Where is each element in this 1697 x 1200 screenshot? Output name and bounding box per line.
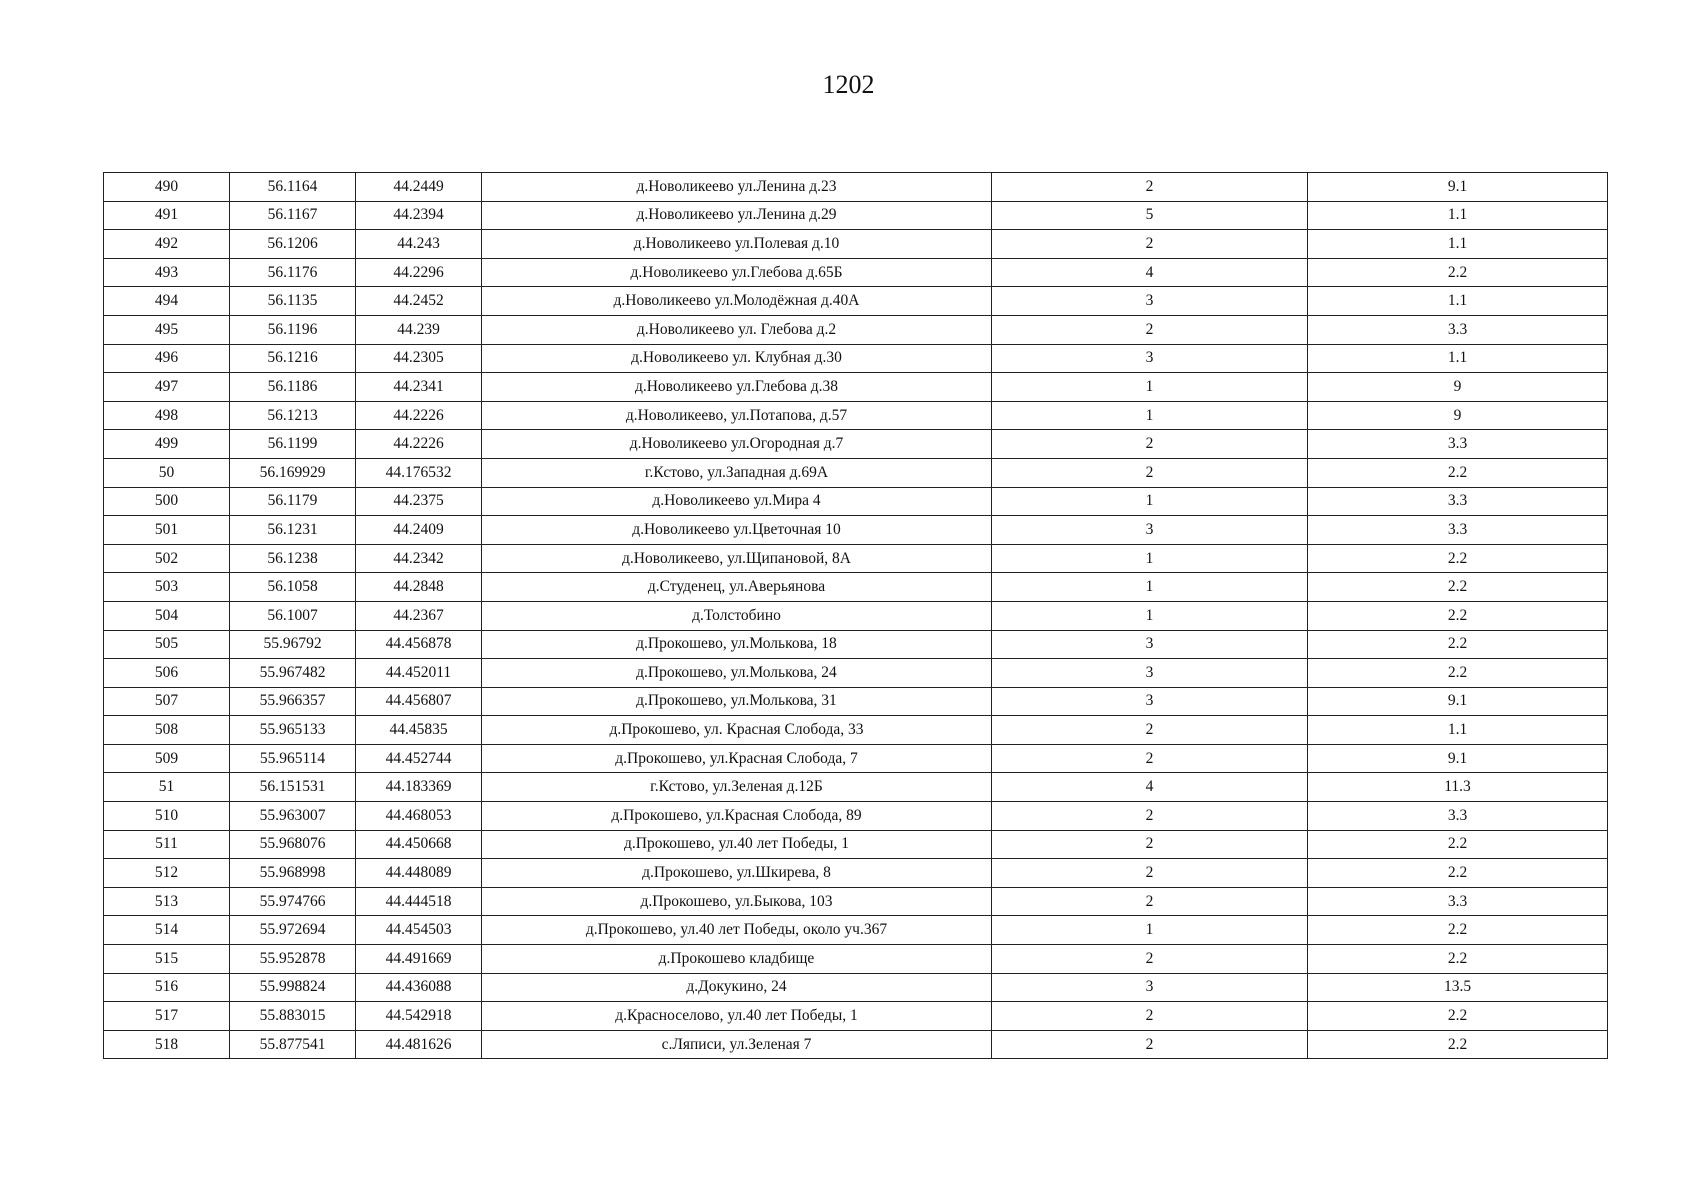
table-body [104, 173, 1608, 1059]
table-row [104, 830, 1608, 859]
count-cell: 2 [992, 458, 1308, 487]
table-row [104, 230, 1608, 259]
table-row [104, 859, 1608, 888]
value-cell: 11.3 [1308, 773, 1608, 802]
count-cell: 2 [992, 859, 1308, 888]
longitude-cell: 44.444518 [356, 887, 482, 916]
row-number-cell: 493 [104, 258, 230, 287]
count-cell: 2 [992, 802, 1308, 831]
address-cell: д.Прокошево кладбище [482, 945, 992, 974]
value-cell: 2.2 [1308, 573, 1608, 602]
count-cell: 3 [992, 687, 1308, 716]
row-number-cell: 511 [104, 830, 230, 859]
count-cell: 3 [992, 659, 1308, 688]
value-cell: 9 [1308, 373, 1608, 402]
table-row [104, 973, 1608, 1002]
latitude-cell: 56.1167 [230, 201, 356, 230]
count-cell: 2 [992, 315, 1308, 344]
count-cell: 2 [992, 716, 1308, 745]
longitude-cell: 44.448089 [356, 859, 482, 888]
row-number-cell: 490 [104, 173, 230, 202]
longitude-cell: 44.2848 [356, 573, 482, 602]
address-cell: д.Толстобино [482, 601, 992, 630]
row-number-cell: 499 [104, 430, 230, 459]
table-row [104, 945, 1608, 974]
table-row [104, 601, 1608, 630]
latitude-cell: 56.169929 [230, 458, 356, 487]
longitude-cell: 44.2296 [356, 258, 482, 287]
longitude-cell: 44.45835 [356, 716, 482, 745]
latitude-cell: 55.965114 [230, 744, 356, 773]
table-row [104, 802, 1608, 831]
latitude-cell: 55.952878 [230, 945, 356, 974]
value-cell: 3.3 [1308, 516, 1608, 545]
value-cell: 9.1 [1308, 744, 1608, 773]
longitude-cell: 44.454503 [356, 916, 482, 945]
count-cell: 3 [992, 344, 1308, 373]
latitude-cell: 56.1216 [230, 344, 356, 373]
latitude-cell: 56.1231 [230, 516, 356, 545]
value-cell: 2.2 [1308, 258, 1608, 287]
table-row [104, 373, 1608, 402]
latitude-cell: 55.966357 [230, 687, 356, 716]
count-cell: 1 [992, 916, 1308, 945]
row-number-cell: 510 [104, 802, 230, 831]
latitude-cell: 56.1058 [230, 573, 356, 602]
longitude-cell: 44.2342 [356, 544, 482, 573]
row-number-cell: 517 [104, 1002, 230, 1031]
latitude-cell: 56.1196 [230, 315, 356, 344]
row-number-cell: 506 [104, 659, 230, 688]
value-cell: 2.2 [1308, 1030, 1608, 1059]
longitude-cell: 44.2449 [356, 173, 482, 202]
latitude-cell: 55.883015 [230, 1002, 356, 1031]
longitude-cell: 44.2367 [356, 601, 482, 630]
row-number-cell: 50 [104, 458, 230, 487]
row-number-cell: 514 [104, 916, 230, 945]
value-cell: 1.1 [1308, 716, 1608, 745]
row-number-cell: 512 [104, 859, 230, 888]
table-row [104, 315, 1608, 344]
latitude-cell: 56.1179 [230, 487, 356, 516]
value-cell: 3.3 [1308, 315, 1608, 344]
address-cell: д.Прокошево, ул.Молькова, 18 [482, 630, 992, 659]
address-cell: д.Новоликеево ул.Полевая д.10 [482, 230, 992, 259]
count-cell: 2 [992, 1030, 1308, 1059]
count-cell: 3 [992, 973, 1308, 1002]
latitude-cell: 56.1199 [230, 430, 356, 459]
value-cell: 3.3 [1308, 802, 1608, 831]
table-row [104, 744, 1608, 773]
latitude-cell: 55.963007 [230, 802, 356, 831]
latitude-cell: 56.1238 [230, 544, 356, 573]
count-cell: 4 [992, 773, 1308, 802]
value-cell: 2.2 [1308, 544, 1608, 573]
address-cell: д.Новоликеево ул.Молодёжная д.40А [482, 287, 992, 316]
row-number-cell: 498 [104, 401, 230, 430]
row-number-cell: 501 [104, 516, 230, 545]
longitude-cell: 44.468053 [356, 802, 482, 831]
row-number-cell: 51 [104, 773, 230, 802]
address-cell: д.Новоликеево ул.Глебова д.38 [482, 373, 992, 402]
row-number-cell: 507 [104, 687, 230, 716]
latitude-cell: 56.1186 [230, 373, 356, 402]
table-row [104, 487, 1608, 516]
address-cell: д.Прокошево, ул.Шкирева, 8 [482, 859, 992, 888]
longitude-cell: 44.456878 [356, 630, 482, 659]
value-cell: 2.2 [1308, 859, 1608, 888]
page-number: 1202 [822, 70, 875, 99]
longitude-cell: 44.2375 [356, 487, 482, 516]
longitude-cell: 44.491669 [356, 945, 482, 974]
count-cell: 3 [992, 287, 1308, 316]
value-cell: 1.1 [1308, 344, 1608, 373]
count-cell: 2 [992, 830, 1308, 859]
latitude-cell: 56.1213 [230, 401, 356, 430]
latitude-cell: 55.96792 [230, 630, 356, 659]
address-cell: д.Новоликеево ул.Ленина д.29 [482, 201, 992, 230]
latitude-cell: 56.1164 [230, 173, 356, 202]
count-cell: 1 [992, 601, 1308, 630]
latitude-cell: 55.968998 [230, 859, 356, 888]
longitude-cell: 44.452011 [356, 659, 482, 688]
table-row [104, 630, 1608, 659]
count-cell: 2 [992, 945, 1308, 974]
address-cell: г.Кстово, ул.Западная д.69А [482, 458, 992, 487]
row-number-cell: 496 [104, 344, 230, 373]
longitude-cell: 44.2305 [356, 344, 482, 373]
table-row [104, 173, 1608, 202]
longitude-cell: 44.542918 [356, 1002, 482, 1031]
address-cell: д.Прокошево, ул.Быкова, 103 [482, 887, 992, 916]
value-cell: 2.2 [1308, 630, 1608, 659]
row-number-cell: 500 [104, 487, 230, 516]
address-cell: с.Ляписи, ул.Зеленая 7 [482, 1030, 992, 1059]
address-cell: д.Прокошево, ул.Красная Слобода, 89 [482, 802, 992, 831]
longitude-cell: 44.2452 [356, 287, 482, 316]
table-row [104, 1002, 1608, 1031]
address-cell: д.Прокошево, ул.40 лет Победы, около уч.367 [482, 916, 992, 945]
address-cell: д.Прокошево, ул.Молькова, 24 [482, 659, 992, 688]
count-cell: 2 [992, 230, 1308, 259]
longitude-cell: 44.450668 [356, 830, 482, 859]
value-cell: 2.2 [1308, 945, 1608, 974]
count-cell: 2 [992, 744, 1308, 773]
value-cell: 2.2 [1308, 659, 1608, 688]
count-cell: 2 [992, 1002, 1308, 1031]
table-row [104, 687, 1608, 716]
value-cell: 1.1 [1308, 287, 1608, 316]
latitude-cell: 56.1176 [230, 258, 356, 287]
table-row [104, 544, 1608, 573]
count-cell: 1 [992, 401, 1308, 430]
row-number-cell: 504 [104, 601, 230, 630]
latitude-cell: 56.1206 [230, 230, 356, 259]
count-cell: 4 [992, 258, 1308, 287]
row-number-cell: 491 [104, 201, 230, 230]
latitude-cell: 55.998824 [230, 973, 356, 1002]
latitude-cell: 55.965133 [230, 716, 356, 745]
address-cell: д.Красноселово, ул.40 лет Победы, 1 [482, 1002, 992, 1031]
value-cell: 2.2 [1308, 458, 1608, 487]
row-number-cell: 505 [104, 630, 230, 659]
longitude-cell: 44.2409 [356, 516, 482, 545]
table-row [104, 401, 1608, 430]
longitude-cell: 44.452744 [356, 744, 482, 773]
count-cell: 2 [992, 173, 1308, 202]
address-cell: д.Докукино, 24 [482, 973, 992, 1002]
row-number-cell: 508 [104, 716, 230, 745]
latitude-cell: 56.151531 [230, 773, 356, 802]
value-cell: 9.1 [1308, 687, 1608, 716]
table-row [104, 458, 1608, 487]
address-cell: д.Студенец, ул.Аверьянова [482, 573, 992, 602]
table-row [104, 258, 1608, 287]
count-cell: 2 [992, 887, 1308, 916]
address-cell: д.Новоликеево ул.Огородная д.7 [482, 430, 992, 459]
count-cell: 3 [992, 630, 1308, 659]
value-cell: 9.1 [1308, 173, 1608, 202]
address-cell: д.Новоликеево, ул.Потапова, д.57 [482, 401, 992, 430]
table-row [104, 659, 1608, 688]
longitude-cell: 44.436088 [356, 973, 482, 1002]
table-row [104, 916, 1608, 945]
address-cell: д.Новоликеево ул.Ленина д.23 [482, 173, 992, 202]
table-row [104, 516, 1608, 545]
count-cell: 1 [992, 487, 1308, 516]
longitude-cell: 44.183369 [356, 773, 482, 802]
longitude-cell: 44.481626 [356, 1030, 482, 1059]
longitude-cell: 44.176532 [356, 458, 482, 487]
table-row [104, 1030, 1608, 1059]
longitude-cell: 44.2226 [356, 430, 482, 459]
longitude-cell: 44.2394 [356, 201, 482, 230]
address-cell: д.Новоликеево ул. Глебова д.2 [482, 315, 992, 344]
latitude-cell: 55.974766 [230, 887, 356, 916]
row-number-cell: 515 [104, 945, 230, 974]
value-cell: 13.5 [1308, 973, 1608, 1002]
row-number-cell: 492 [104, 230, 230, 259]
address-cell: д.Новоликеево ул.Глебова д.65Б [482, 258, 992, 287]
count-cell: 1 [992, 544, 1308, 573]
address-cell: д.Новоликеево, ул.Щипановой, 8А [482, 544, 992, 573]
address-cell: г.Кстово, ул.Зеленая д.12Б [482, 773, 992, 802]
value-cell: 2.2 [1308, 916, 1608, 945]
table-row [104, 430, 1608, 459]
latitude-cell: 55.877541 [230, 1030, 356, 1059]
longitude-cell: 44.2226 [356, 401, 482, 430]
row-number-cell: 495 [104, 315, 230, 344]
latitude-cell: 55.968076 [230, 830, 356, 859]
table-row [104, 344, 1608, 373]
row-number-cell: 509 [104, 744, 230, 773]
count-cell: 1 [992, 573, 1308, 602]
row-number-cell: 503 [104, 573, 230, 602]
address-cell: д.Прокошево, ул.Молькова, 31 [482, 687, 992, 716]
data-table [103, 172, 1608, 1059]
address-cell: д.Прокошево, ул.Красная Слобода, 7 [482, 744, 992, 773]
address-cell: д.Прокошево, ул.40 лет Победы, 1 [482, 830, 992, 859]
address-cell: д.Новоликеево ул.Мира 4 [482, 487, 992, 516]
table-row [104, 716, 1608, 745]
value-cell: 3.3 [1308, 430, 1608, 459]
value-cell: 3.3 [1308, 887, 1608, 916]
count-cell: 5 [992, 201, 1308, 230]
longitude-cell: 44.456807 [356, 687, 482, 716]
row-number-cell: 518 [104, 1030, 230, 1059]
row-number-cell: 513 [104, 887, 230, 916]
value-cell: 1.1 [1308, 201, 1608, 230]
longitude-cell: 44.2341 [356, 373, 482, 402]
longitude-cell: 44.243 [356, 230, 482, 259]
latitude-cell: 55.972694 [230, 916, 356, 945]
longitude-cell: 44.239 [356, 315, 482, 344]
table-row [104, 287, 1608, 316]
count-cell: 1 [992, 373, 1308, 402]
latitude-cell: 55.967482 [230, 659, 356, 688]
address-cell: д.Новоликеево ул.Цветочная 10 [482, 516, 992, 545]
row-number-cell: 516 [104, 973, 230, 1002]
count-cell: 3 [992, 516, 1308, 545]
latitude-cell: 56.1135 [230, 287, 356, 316]
table-row [104, 201, 1608, 230]
value-cell: 9 [1308, 401, 1608, 430]
table-row [104, 573, 1608, 602]
address-cell: д.Прокошево, ул. Красная Слобода, 33 [482, 716, 992, 745]
value-cell: 2.2 [1308, 601, 1608, 630]
row-number-cell: 497 [104, 373, 230, 402]
value-cell: 1.1 [1308, 230, 1608, 259]
row-number-cell: 502 [104, 544, 230, 573]
value-cell: 3.3 [1308, 487, 1608, 516]
table-row [104, 887, 1608, 916]
row-number-cell: 494 [104, 287, 230, 316]
count-cell: 2 [992, 430, 1308, 459]
table-row [104, 773, 1608, 802]
value-cell: 2.2 [1308, 830, 1608, 859]
latitude-cell: 56.1007 [230, 601, 356, 630]
address-cell: д.Новоликеево ул. Клубная д.30 [482, 344, 992, 373]
value-cell: 2.2 [1308, 1002, 1608, 1031]
